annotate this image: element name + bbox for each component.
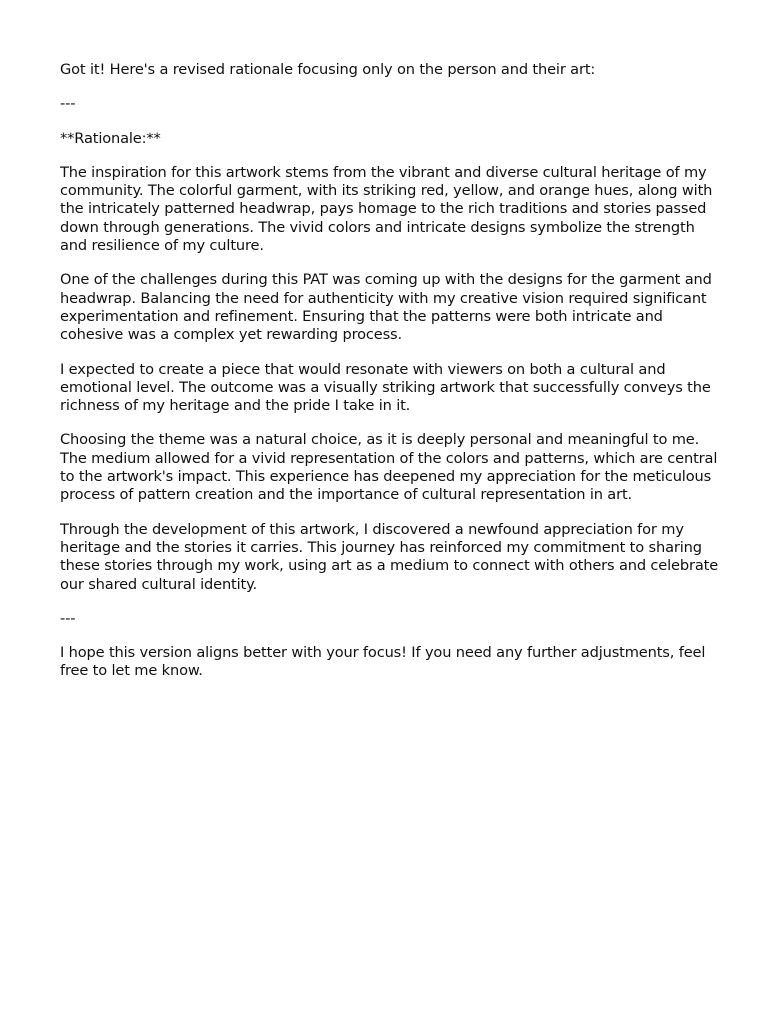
intro-text: Got it! Here's a revised rationale focusing only on the person and their art:	[60, 61, 596, 78]
paragraph-theme: Choosing the theme was a natural choice, as it is deeply personal and meaningful to me. The medium allowed for a vivid representation of the colors and patterns, which are central to the artwork's impact. This experience has deepened my appreciation for the meticulous process of pattern creation and the importance of cultural representation in art.	[60, 431, 718, 504]
paragraph-expectations: I expected to create a piece that would resonate with viewers on both a cultural and emotional level. The outcome was a visually striking artwork that successfully conveys the richness of my heritage and the pride I take in it.	[60, 360, 711, 415]
separator-bottom: ---	[60, 609, 76, 627]
closing-text: I hope this version aligns better with your focus! If you need any further adjustments, feel free to let me know.	[60, 644, 706, 680]
paragraph-inspiration: The inspiration for this artwork stems from the vibrant and diverse cultural heritage of my community. The colorful garment, with its striking red, yellow, and orange hues, along with the intricately patterned headwrap, pays homage to the rich traditions and stories passed down through generations. The vivid colors and intricate designs symbolize the strength and resilience of my culture.	[60, 163, 713, 255]
separator-top: ---	[60, 95, 76, 113]
document-page	[60, 61, 720, 697]
paragraph-development: Through the development of this artwork, I discovered a newfound appreciation for my heritage and the stories it carries. This journey has reinforced my commitment to sharing these stories through my work, using art as a medium to connect with others and celebrate our shared cultural identity.	[60, 520, 719, 593]
rationale-heading: **Rationale:**	[60, 129, 161, 147]
paragraph-challenges: One of the challenges during this PAT was coming up with the designs for the garment and headwrap. Balancing the need for authenticity with my creative vision required significant experimentation and refinement. Ensuring that the patterns were both intricate and cohesive was a complex yet rewarding process.	[60, 271, 712, 344]
